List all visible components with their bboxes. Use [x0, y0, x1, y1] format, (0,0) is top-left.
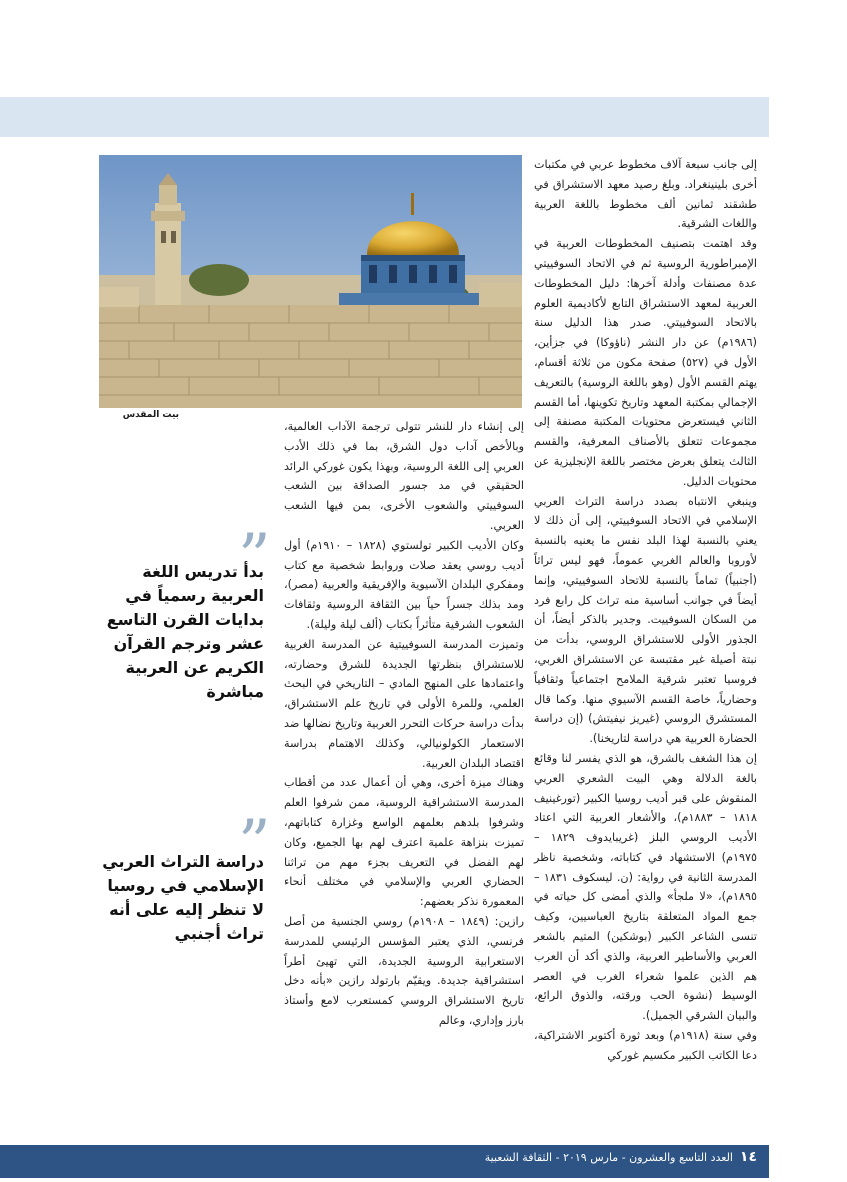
photo-illustration: [99, 155, 522, 408]
article-column-middle: [284, 417, 524, 1031]
quote-mark-icon: ”: [238, 521, 271, 595]
paragraph: إلى جانب سبعة آلاف مخطوط عربي في مكتبات أخرى بلينينغراد. وبلغ رصيد معهد الاستشراق في طشقند ثمانين ألف مخطوط باللغة العربية واللغات الشرقية.: [534, 158, 757, 231]
paragraph: وهناك ميزة أخرى، وهي أن أعمال عدد من أقطاب المدرسة الاستشراقية الروسية، ممن شرفوا العلم وشرفوا بلدهم بعلمهم الواسع وغزارة كتاباتهم، تميزت بنزاهة علمية اعترف لهم بها الجميع، وكان لهم الفضل في التعريف بجزء مهم من تراثنا الحضاري العربي والإسلامي في مختلف أنحاء المعمورة نذكر بعضهم:: [284, 776, 524, 909]
paragraph: وقد اهتمت بتصنيف المخطوطات العربية في الإمبراطورية الروسية ثم في الاتحاد السوفييتي عدة مصنفات وأدلة آخرها: دليل المخطوطات العربية لمعهد الاستشراق التابع لأكاديمية العلوم بالاتحاد السوفييتي. صدر هذا الدليل سنة (١٩٨٦م) عن دار النشر (ناؤوكا) في جزأين، الأول في (٥٢٧) صفحة مكون من ثلاثة أقسام، يهتم القسم الأول (وهو باللغة الروسية) بالتعريف الإجمالي بمكتبة المعهد وتاريخ تكوينها، أما القسم الثاني فيستعرض محتويات المكتبة مصنفة إلى مجموعات تتعلق بالأصناف المعرفية، والقسم الثالث يتعلق بعرض مختصر باللغة الإنجليزية عن محتويات الدليل.: [534, 237, 758, 488]
pull-quote-1: بدأ تدريس اللغة العربية رسمياً في بدايات القرن التاسع عشر وترجم القرآن الكريم عن العربية مباشرة: [106, 562, 264, 701]
pull-quote-2: دراسة التراث العربي الإسلامي في روسيا لا تنظر إليه على أنه تراث أجنبي: [102, 852, 264, 943]
quote-mark-icon: ”: [238, 807, 271, 881]
issue-info: العدد التاسع والعشرون - مارس ٢٠١٩ - الثقافة الشعبية: [484, 1151, 733, 1164]
paragraph: وتميزت المدرسة السوفييتية عن المدرسة الغربية للاستشراق بنظرتها الجديدة للشرق وحضارته، واعتمادها على المنهج المادي – التاريخي في البحث العلمي، وللمرة الأولى في تاريخ علم الاستشراق، بدأت دراسة حركات التحرر العربية وتاريخ نضالها ضد الاستعمار الكولونيالي، وكذلك الاهتمام بدراسة اقتصاد البلدان العربية.: [284, 637, 524, 770]
paragraph: إلى إنشاء دار للنشر تتولى ترجمة الآداب العالمية، وبالأخص آداب دول الشرق، بما في ذلك الأدب العربي إلى اللغة الروسية، وبهذا يكون غوركي الرائد الحقيقي في مد جسور الصداقة بين الشعب السوفييتي والشعوب الأخرى، بمن فيها الشعب العربي.: [284, 420, 524, 532]
photo-jerusalem: [99, 155, 522, 408]
page-number: ١٤: [739, 1149, 757, 1165]
article-column-right: [534, 155, 757, 1066]
paragraph: وفي سنة (١٩١٨م) وبعد ثورة أكتوبر الاشتراكية، دعا الكاتب الكبير مكسيم غوركي: [534, 1029, 757, 1062]
photo-caption: بيت المقدس: [122, 410, 179, 420]
header-band: [0, 97, 769, 137]
paragraph: إن هذا الشغف بالشرق، هو الذي يفسر لنا وقائع بالغة الدلالة وهي البيت الشعري العربي المنقوش على قبر أديب روسيا الكبير (تورغينيف ١٨١٨ – ١٨٨٣م)، والأشعار العربية التي اعتاد الأديب الروسي البلز (غريبايدوف ١٨٢٩ – ١٩٧٥م) الاستشهاد في كتاباته، وشخصية ناظر المدرسة الثانية في رواية: (ن. ليسكوف ١٨٣١ – ١٨٩٥م)، «لا ملجأ» والذي أمضى كل حياته في جمع المواد المتعلقة بتاريخ العباسيين، وكيف تنسى الشاعر الكبير (بوشكين) المتيم بالشعر العربي والأساطير العربية، والذي أكد أن العرب هم الذين علموا شعراء الغرب في العصر الوسيط (نشوة الحب ورقته، والذوق الرائع، والبيان الشرقي الجميل).: [534, 751, 757, 1023]
paragraph: وكان الأديب الكبير تولستوي (١٨٢٨ – ١٩١٠م) أول أديب روسي يعقد صلات وروابط شخصية مع كتاب ومفكري البلدان الآسيوية والإفريقية والعربية (مصر)، ومد بذلك جسراً حياً بين الثقافة الروسية وثقافات الشعوب الشرقية متأثراً بكتاب (ألف ليلة وليلة).: [284, 538, 524, 631]
page-footer: [0, 1145, 769, 1178]
paragraph: وينبغي الانتباه بصدد دراسة التراث العربي الإسلامي في الاتحاد السوفييتي، إلى أن ذلك لا يعني بالنسبة لهذا البلد نفس ما يعنيه بالنسبة لأوروبا والعالم الغربي عموماً، فهو ليس تراثاً (أجنبياً) تماماً بالنسبة للاتحاد السوفييتي، وإنما أيضاً في جوانب أساسية منه تراث كل رابع فرد من السكان السوفييت. وجدير بالذكر أيضاً، أن الجذور الأولى للاستشراق الروسي، بدأت من نبتة أصيلة غير مقتبسة عن الاستشراق الغربي، فروسيا تعتبر شرقية الملامح اجتماعياً وثقافياً وحضارياً، خاصة القسم الآسيوي منها. وكما قال المستشرق الروسي (غيريز نيفيتش) (إن دراسة الحضارة العربية هي دراسة لتاريخنا).: [534, 494, 757, 746]
paragraph: رازين: (١٨٤٩ – ١٩٠٨م) روسي الجنسية من أصل فرنسي، الذي يعتبر المؤسس الرئيسي للمدرسة الاستعرابية الروسية الجديدة، التي تهيئ أطراً استشراقية جديدة. ويقيّم بارتولد رازين «بأنه دخل تاريخ الاستشراق الروسي كمستعرب لامع وأستاذ بارز وإداري، وعالم: [284, 914, 524, 1027]
